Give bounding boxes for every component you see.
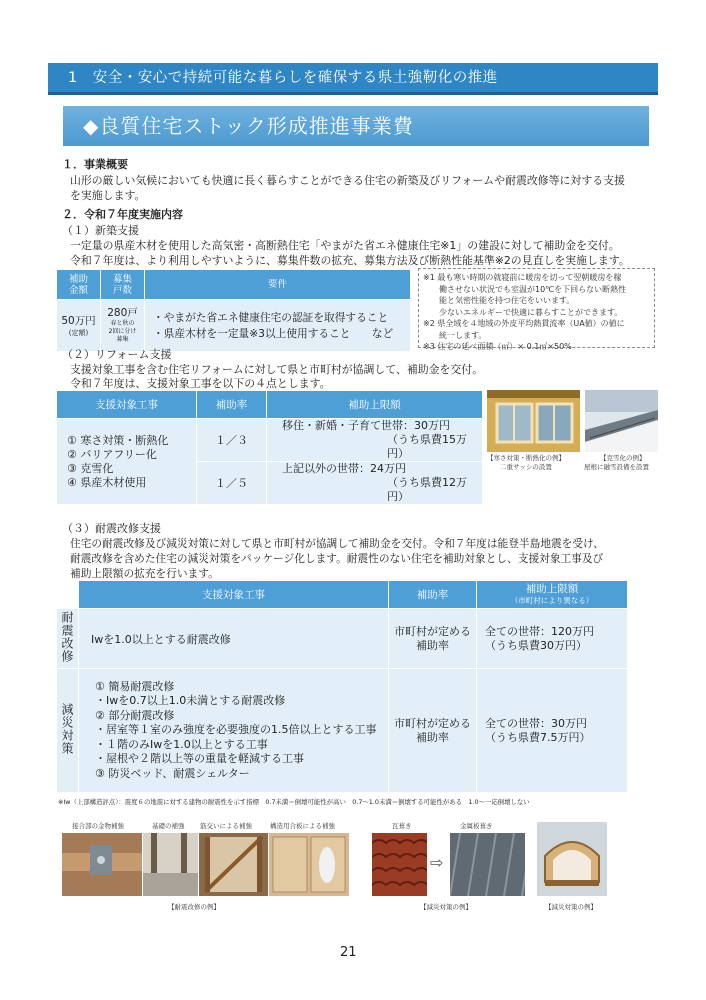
row2-work-5: ・１階のみIwを1.0以上とする工事 [95,737,268,751]
requirement-1: ・やまがた省エネ健康住宅の認証を取得すること [153,310,389,324]
page-title: ◆良質住宅ストック形成推進事業費 [63,106,649,146]
reform-rate-1: １／３ [197,419,267,462]
units-note2: 2回に分け [108,328,137,335]
header-limit: 補助上限額 [267,391,483,419]
new-build-heading: （１）新築支援 [62,224,139,237]
row1-limit-b: （うち県費30万円） [485,638,587,652]
header-requirements: 要件 [145,270,411,300]
header-rate: 補助率 [197,391,267,419]
quake-heading: （３）耐震改修支援 [62,522,161,535]
header-work: 支援対象工事 [57,391,197,419]
row2-limit-a: 全ての世帯：30万円 [485,716,587,730]
caption-mitigation-example-1: 【減災対策の例】 [420,903,472,911]
overview-heading: １．事業概要 [62,158,128,171]
row1-rate-a: 市町村が定める [394,624,471,638]
note-line: 統一します。 [423,330,487,340]
header-work: 支援対象工事 [79,581,389,609]
units-value: 280戸 [107,307,138,319]
reform-work-3: ③ 克雪化 [67,461,114,475]
photo-double-sash [487,390,580,452]
photo-metal-roof [450,833,525,896]
row2-work-1: ① 簡易耐震改修 [95,679,175,693]
arrow-icon: ⇨ [430,853,444,872]
photo-label-joint: 接合部の金物補強 [72,822,124,830]
row1-limit-a: 全ての世帯：120万円 [485,624,594,638]
photo-earthquake-shelter [537,822,607,896]
new-build-line2: 令和７年度は、より利用しやすいように、募集件数の拡充、募集方法及び断熱性能基準※2の見直しを実施します。 [70,254,630,267]
reform-limit-1b: （うち県費15万円） [387,433,467,460]
photo-joint-hardware [62,833,142,896]
page-number: 21 [340,945,357,960]
caption-seismic-example: 【耐震改修の例】 [168,903,220,911]
row2-rate-a: 市町村が定める [394,716,471,730]
requirement-2: ・県産木材を一定量※3以上使用すること など [153,326,394,340]
row2-work-2: ・Iwを0.7以上1.0未満とする耐震改修 [95,694,286,708]
new-build-line1: 一定量の県産木材を使用した高気密・高断熱住宅「やまがた省エネ健康住宅※1」の建設に対して補助金を交付。 [70,239,620,252]
note-line: 働させない状況でも室温が10℃を下回らない断熱性 [423,284,627,294]
quake-table [56,580,628,793]
amount-note: (定額) [68,329,89,337]
reform-work-2: ② バリアフリー化 [67,447,157,461]
photo-tile-roof [372,833,427,896]
row2-limit-b: （うち県費7.5万円） [485,730,591,744]
reform-line1: 支援対象工事を含む住宅リフォームに対して県と市町村が協調して、補助金を交付。 [70,363,484,376]
note-line: 能と気密性能を持つ住宅をいいます。 [423,296,575,305]
row2-work-6: ・屋根や２階以上等の重量を軽減する工事 [95,752,304,766]
header-amount: 補助 金額 [57,270,101,300]
reform-heading: （２）リフォーム支援 [62,348,172,361]
reform-limit-2a: 上記以外の世帯：24万円 [282,462,406,475]
photo-bracing [199,833,268,896]
caption-photo2b: 屋根に融雪設備を設置 [584,463,649,471]
photo-snow-melting-roof [585,390,658,452]
reform-work-1: ① 寒さ対策・断熱化 [67,433,169,447]
row-label-mitigation: 減災対策 [60,703,74,755]
caption-photo2a: 【克雪化の例】 [600,454,646,462]
quake-line2: 耐震改修を含めた住宅の減災対策をパッケージ化します。耐震性のない住宅を補助対象とし、支援対象工事及び [70,552,604,565]
photo-label-metal: 金属板葺き [460,822,493,830]
row2-rate-b: 補助率 [416,730,449,744]
row2-work-7: ③ 防災ベッド、耐震シェルター [95,766,250,780]
section-header: 1 安全・安心で持続可能な暮らしを確保する県土強靭化の推進 [48,63,658,95]
header-units: 募集 戸数 [101,270,145,300]
header-rate: 補助率 [389,581,477,609]
note-line: ※1 最も寒い時期の就寝前に暖房を切って翌朝暖房を稼 [423,273,622,282]
content-heading: ２．令和７年度実施内容 [62,208,183,221]
row1-rate-b: 補助率 [416,638,449,652]
quake-line1: 住宅の耐震改修及び減災対策に対して県と市町村が協調して補助金を交付。令和７年度は能登半島地震を受け、 [70,537,604,550]
new-build-table [56,269,411,352]
reform-limit-2b: （うち県費12万円） [387,476,467,503]
units-note1: 春と秋の [110,320,135,327]
reform-work-4: ④ 県産木材使用 [67,475,147,489]
header-limit: 補助上限額 [525,582,579,595]
new-build-notes [418,268,655,351]
reform-line2: 令和７年度は、支援対象工事を以下の４点とします。 [70,377,331,390]
photo-foundation [143,833,198,896]
overview-line2: を実施します。 [70,189,146,202]
photo-label-foundation: 基礎の補強 [152,822,185,830]
note-line: ※3 住宅の延べ面積（㎡）× 0.1㎥×50% [423,342,572,351]
row-label-seismic: 耐震改修 [60,611,74,663]
overview-line1: 山形の厳しい気候においても快適に長く暮らすことができる住宅の新築及びリフォームや耐震改修等に対する支援 [70,174,625,187]
reform-limit-1a: 移住・新婚・子育て世帯：30万円 [282,419,450,432]
photo-label-tile: 瓦葺き [392,822,412,830]
units-note3: 募集 [116,336,129,343]
amount-value: 50万円 [61,315,96,327]
photo-label-plywood: 構造用合板による補強 [270,822,335,830]
caption-photo1b: 二重サッシの設置 [500,463,552,471]
row2-work-4: ・居室等１室のみ強度を必要強度の1.5倍以上とする工事 [95,723,377,737]
iw-footnote: ※Iw（上部構造評点）：震度６の地震に対する建物の耐震性を示す指標 0.7未満＝倒壊可能性が高い 0.7～1.0未満＝倒壊する可能性がある 1.0～一応倒壊しない [58,798,530,806]
note-line: 少ないエネルギーで快適に暮らすことができます。 [423,307,623,317]
photo-plywood [269,833,349,896]
reform-table [56,390,483,505]
row1-work: Iwを1.0以上とする耐震改修 [79,609,389,669]
note-line: ※2 県全域を４地域の外皮平均熱貫流率（UA値）の値に [423,319,625,328]
header-limit-note: （市町村により異なる） [510,595,594,605]
caption-mitigation-example-2: 【減災対策の例】 [545,903,597,911]
photo-label-brace: 筋交いによる補強 [200,822,252,830]
row2-work-3: ② 部分耐震改修 [95,708,175,722]
quake-line3: 補助上限額の拡充を行います。 [70,567,219,580]
caption-photo1a: 【寒さ対策・断熱化の例】 [487,454,565,462]
reform-rate-2: １／５ [197,462,267,505]
